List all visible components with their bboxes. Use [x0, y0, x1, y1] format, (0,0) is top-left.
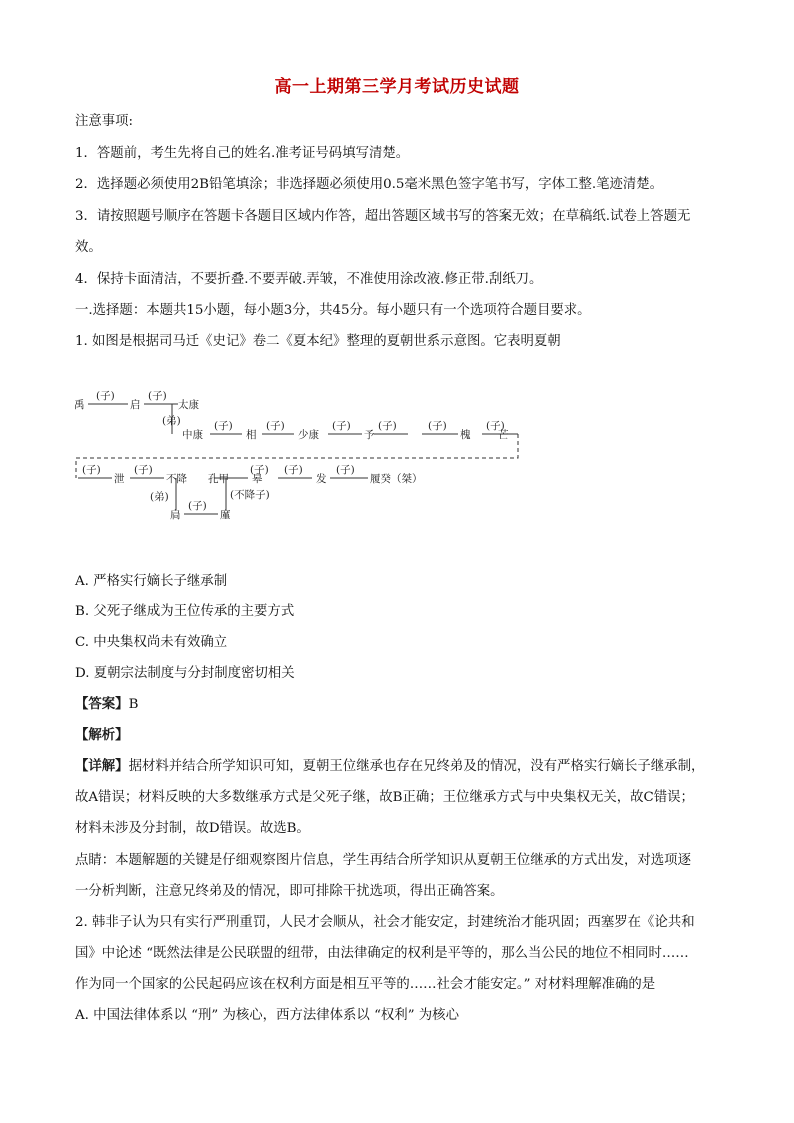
q1-detail-line-1: [75, 755, 704, 774]
xia-genealogy-diagram: [72, 390, 532, 525]
diagram-name: 太康: [178, 399, 199, 411]
diagram-zi: (子): [266, 420, 285, 432]
notice-heading: 注意事项:: [75, 114, 134, 129]
diagram-name: 槐: [460, 429, 471, 441]
q2-line-2: 国》中论述 “既然法律是公民联盟的纽带，由法律确定的权利是平等的，那么当公民的地位不相同时……: [75, 946, 689, 961]
diagram-name: 禹: [74, 399, 85, 411]
q1-option-d: D. 夏朝宗法制度与分封制度密切相关: [75, 666, 295, 681]
diagram-name: 发: [316, 473, 327, 485]
diagram-name: 相: [246, 429, 257, 441]
diagram-name: 孔甲: [208, 473, 229, 485]
diagram-di: (弟): [162, 415, 181, 427]
analysis-tag: 【解析】: [75, 727, 129, 743]
q2-option-a: A. 中国法律体系以 “刑” 为核心，西方法律体系以 “权利” 为核心: [75, 1008, 459, 1023]
diagram-zi: (子): [214, 420, 233, 432]
diagram-name: 予: [364, 429, 375, 441]
question-1-stem: 1. 如图是根据司马迁《史记》卷二《夏本纪》整理的夏朝世系示意图。它表明夏朝: [75, 334, 561, 349]
diagram-name: 不降: [166, 473, 187, 485]
diagram-name: 启: [130, 399, 141, 411]
diagram-zi: (子): [96, 390, 115, 402]
notice-item-1: 1．答题前，考生先将自己的姓名.准考证号码填写清楚。: [75, 146, 410, 161]
diagram-name: 中康: [182, 429, 203, 441]
diagram-zi: (子): [188, 500, 207, 512]
notice-item-3-cont: 效。: [75, 240, 102, 255]
notice-item-2: 2．选择题必须使用2B铅笔填涂；非选择题必须使用0.5毫米黑色签字笔书写，字体工整.笔迹清楚。: [75, 177, 664, 192]
notice-item-4: 4．保持卡面清洁，不要折叠.不要弄破.弄皱，不准使用涂改液.修正带.刮纸刀。: [75, 272, 543, 287]
diagram-zi: (子): [336, 464, 355, 476]
diagram-zi: (子): [134, 464, 153, 476]
q1-note-line-1: 点睛：本题解题的关键是仔细观察图片信息，学生再结合所学知识从夏朝王位继承的方式出发，对选项逐: [75, 853, 691, 868]
diagram-zi: (子): [332, 420, 351, 432]
q1-note-line-2: 一分析判断，注意兄终弟及的情况，即可排除干扰选项，得出正确答案。: [75, 884, 504, 899]
diagram-name: 廑: [220, 509, 231, 521]
detail-tag: 【详解】: [75, 758, 129, 774]
diagram-name: 扃: [170, 509, 181, 521]
q1-analysis-tag: [75, 724, 129, 743]
notice-item-3: 3．请按照题号顺序在答题卡各题目区域内作答，超出答题区域书写的答案无效；在草稿纸.试卷上答题无: [75, 209, 691, 224]
diagram-name: 履癸（桀）: [370, 473, 423, 485]
diagram-zi: (子): [148, 390, 167, 402]
diagram-di: (弟): [150, 491, 169, 503]
answer-value: B: [128, 697, 139, 712]
diagram-name: 芒: [498, 429, 509, 441]
section-heading: 一.选择题：本题共15小题，每小题3分，共45分。每小题只有一个选项符合题目要求。: [75, 303, 591, 318]
q1-answer: [75, 693, 138, 712]
q1-detail-line-2: 故A错误；材料反映的大多数继承方式是父死子继，故B正确；王位继承方式与中央集权无关，故C错误；: [75, 790, 694, 805]
answer-tag: 【答案】: [75, 696, 129, 712]
q1-detail-line-3: 材料未涉及分封制，故D错误。故选B。: [75, 821, 310, 836]
q1-option-b: B. 父死子继成为王位传承的主要方式: [75, 604, 295, 619]
diagram-zi: (子): [428, 420, 447, 432]
q2-line-3: 作为同一个国家的公民起码应该在权利方面是相互平等的……社会才能安定。” 对材料理解准确的是: [75, 977, 656, 992]
q1-option-a: A. 严格实行嫡长子继承制: [75, 574, 228, 589]
diagram-name: 少康: [298, 429, 319, 441]
diagram-labels: [74, 390, 505, 521]
diagram-name: 皋: [252, 473, 263, 485]
q1-option-c: C. 中央集权尚未有效确立: [75, 635, 228, 650]
detail-text: 据材料并结合所学知识可知，夏朝王位继承也存在兄终弟及的情况，没有严格实行嫡长子继承制，: [128, 759, 705, 774]
diagram-not-zi: (不降子): [230, 489, 270, 501]
diagram-name: 泄: [114, 473, 125, 485]
diagram-zi: (子): [486, 420, 505, 432]
exam-title: 高一上期第三学月考试历史试题: [274, 77, 520, 97]
diagram-zi: (子): [378, 420, 397, 432]
q2-line-1: 2. 韩非子认为只有实行严刑重罚，人民才会顺从，社会才能安定，封建统治才能巩固；西塞罗在《论共和: [75, 915, 695, 930]
diagram-zi: (子): [82, 464, 101, 476]
diagram-zi: (子): [284, 464, 303, 476]
diagram-zi: (子): [250, 464, 269, 476]
